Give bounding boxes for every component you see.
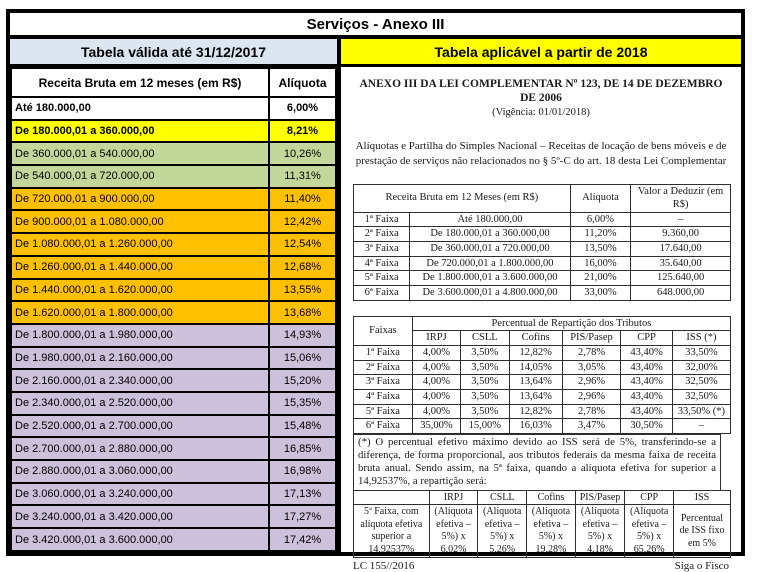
tributo-header-cell: CPP	[625, 491, 674, 505]
table-row	[11, 188, 336, 211]
table-cell: 12,82%	[509, 345, 562, 360]
tributo-header-cell: PIS/Pasep	[575, 491, 625, 505]
main-area	[10, 39, 741, 572]
table-row	[11, 460, 336, 483]
range-cell: De 3.240.000,01 a 3.420.000,00	[11, 505, 269, 528]
table-row	[354, 389, 731, 404]
rate-cell: 11,31%	[269, 165, 336, 188]
document-frame	[6, 9, 745, 572]
formula-cell: (Alíquota efetiva – 5%) x 19,28%	[527, 505, 576, 558]
header-row	[354, 491, 731, 505]
table-cell: 1ª Faixa	[354, 212, 410, 227]
tributo-header-cell: Cofins	[527, 491, 576, 505]
range-cell: Até 180.000,00	[11, 97, 269, 120]
formula-cell: (Alíquota efetiva – 5%) x 4,18%	[575, 505, 625, 558]
table-cell: 4,00%	[412, 404, 460, 419]
rate-cell: 12,68%	[269, 256, 336, 279]
range-cell: De 2.880.000,01 a 3.060.000,00	[11, 460, 269, 483]
table-cell: 1ª Faixa	[354, 345, 413, 360]
table-cell: 2,96%	[562, 375, 620, 390]
rate-cell: 15,20%	[269, 369, 336, 392]
rate-cell: 6,00%	[269, 97, 336, 120]
tributo-header-cell: CPP	[621, 331, 673, 346]
rate-cell: 13,55%	[269, 279, 336, 302]
rate-cell: 8,21%	[269, 120, 336, 143]
table-row	[11, 256, 336, 279]
table-cell: 13,50%	[570, 242, 631, 257]
range-cell: De 1.260.000,01 a 1.440.000,00	[11, 256, 269, 279]
table-cell: 3ª Faixa	[354, 375, 413, 390]
table-cell: 16,03%	[509, 419, 562, 434]
range-cell: De 1.080.000,01 a 1.260.000,00	[11, 233, 269, 256]
table-cell: 43,40%	[621, 360, 673, 375]
rate-cell: 10,26%	[269, 142, 336, 165]
table-cell: 13,64%	[509, 389, 562, 404]
table-cell: 30,50%	[621, 419, 673, 434]
table-cell: 3ª Faixa	[354, 242, 410, 257]
table-cell: 9.360,00	[631, 227, 731, 242]
range-cell: De 540.000,01 a 720.000,00	[11, 165, 269, 188]
formula-cell: (Alíquota efetiva – 5%) x 5,26%	[478, 505, 527, 558]
table-cell: 4,00%	[412, 360, 460, 375]
table-cell: 6ª Faixa	[354, 419, 413, 434]
table-row	[354, 419, 731, 434]
header-row	[11, 68, 336, 97]
formula-cell: (Alíquota efetiva – 5%) x 6,02%	[429, 505, 478, 558]
table-row	[11, 301, 336, 324]
tributo-header-cell: CSLL	[478, 491, 527, 505]
panel-2017	[10, 39, 341, 552]
aliquota-header: Alíquota	[570, 184, 631, 212]
table-cell: 43,40%	[621, 345, 673, 360]
range-cell: De 1.980.000,01 a 2.160.000,00	[11, 347, 269, 370]
table-cell: 12,82%	[509, 404, 562, 419]
table-cell: Até 180.000,00	[410, 212, 570, 227]
iss-footnote: (*) O percentual efetivo máximo devido ao ISS será de 5%, transferindo-se a diferença, de forma proporcional, aos tributos federais da mesma faixa de receita bruta anual. Sendo assim, na 5ª faixa, quando a alíquota efetiva for superior a 14,92537%, a repartição será:	[353, 434, 721, 491]
table-cell: 2ª Faixa	[354, 360, 413, 375]
table-cell: 4,00%	[412, 345, 460, 360]
table-cell: 3,50%	[461, 404, 509, 419]
table-row	[11, 483, 336, 506]
header-row	[354, 184, 731, 212]
range-cell: De 360.000,01 a 540.000,00	[11, 142, 269, 165]
table-row	[354, 375, 731, 390]
table-row	[354, 404, 731, 419]
footer-right-label: Siga o Fisco	[674, 560, 729, 572]
range-cell: De 2.700.000,01 a 2.880.000,00	[11, 437, 269, 460]
page-title: Serviços - Anexo III	[10, 13, 741, 39]
table-cell: 11,20%	[570, 227, 631, 242]
table-row	[11, 233, 336, 256]
table-cell: 16,00%	[570, 256, 631, 271]
rate-cell: 16,98%	[269, 460, 336, 483]
table-row	[11, 392, 336, 415]
table-cell: 43,40%	[621, 404, 673, 419]
rate-cell: 15,35%	[269, 392, 336, 415]
table-cell: 33,50% (*)	[672, 404, 730, 419]
table-row	[354, 505, 731, 558]
footer-left-label: LC 155//2016	[353, 560, 415, 572]
table-row	[354, 286, 731, 301]
deduzir-header: Valor a Deduzir (em R$)	[631, 184, 731, 212]
table-row	[354, 242, 731, 257]
table-row	[11, 528, 336, 551]
fifth-band-table	[353, 490, 731, 558]
table-cell: 2,78%	[562, 345, 620, 360]
table-cell: 5ª Faixa	[354, 271, 410, 286]
table-row	[11, 437, 336, 460]
table-row	[11, 505, 336, 528]
empty-corner-cell	[354, 491, 430, 505]
receita-group-header: Receita Bruta em 12 Meses (em R$)	[354, 184, 571, 212]
group-header-row	[354, 316, 731, 331]
tributo-header-cell: PIS/Pasep	[562, 331, 620, 346]
table-cell: 4ª Faixa	[354, 389, 413, 404]
table-row	[11, 369, 336, 392]
table-cell: 4,00%	[412, 389, 460, 404]
rate-cell: 13,68%	[269, 301, 336, 324]
table-row	[354, 256, 731, 271]
range-cell: De 2.340.000,01 a 2.520.000,00	[11, 392, 269, 415]
table-cell: 17.640,00	[631, 242, 731, 257]
table-cell: 13,64%	[509, 375, 562, 390]
table-row	[11, 279, 336, 302]
left-subtitle: Tabela válida até 31/12/2017	[10, 39, 337, 67]
table-cell: 5ª Faixa	[354, 404, 413, 419]
table-cell: 3,47%	[562, 419, 620, 434]
table-row	[354, 212, 731, 227]
reparticao-table	[353, 316, 731, 434]
table-cell: 32,50%	[672, 375, 730, 390]
range-cell: De 720.000,01 a 900.000,00	[11, 188, 269, 211]
table-cell: 32,00%	[672, 360, 730, 375]
aliquota-deduzir-table	[353, 184, 731, 301]
document-footer	[351, 558, 731, 572]
table-cell: 3,50%	[461, 360, 509, 375]
table-cell: De 3.600.000,01 a 4.800.000,00	[410, 286, 570, 301]
table-cell: 3,50%	[461, 375, 509, 390]
table-cell: –	[672, 419, 730, 434]
table-cell: 6,00%	[570, 212, 631, 227]
range-cell: De 180.000,01 a 360.000,00	[11, 120, 269, 143]
table-cell: 4,00%	[412, 375, 460, 390]
table-cell: 43,40%	[621, 375, 673, 390]
table-row	[11, 97, 336, 120]
row-label-cell: 5ª Faixa, com alíquota efetiva superior a 14,92537%	[354, 505, 430, 558]
table-row	[11, 165, 336, 188]
table-cell: De 180.000,01 a 360.000,00	[410, 227, 570, 242]
rate-cell: 12,42%	[269, 210, 336, 233]
table-cell: 648.000,00	[631, 286, 731, 301]
col-header-aliquota: Alíquota	[269, 68, 336, 97]
rate-cell: 12,54%	[269, 233, 336, 256]
tributo-header-cell: ISS (*)	[672, 331, 730, 346]
rate-cell: 16,85%	[269, 437, 336, 460]
range-cell: De 3.060.000,01 a 3.240.000,00	[11, 483, 269, 506]
range-cell: De 1.440.000,01 a 1.620.000,00	[11, 279, 269, 302]
tributo-header-cell: ISS	[673, 491, 730, 505]
tributo-header-cell: CSLL	[461, 331, 509, 346]
table-cell: 14,05%	[509, 360, 562, 375]
vigencia-line: (Vigência: 01/01/2018)	[492, 106, 590, 118]
range-cell: De 1.800.000,01 a 1.980.000,00	[11, 324, 269, 347]
faixas-header: Faixas	[354, 316, 413, 345]
table-cell: 3,50%	[461, 345, 509, 360]
table-row	[354, 271, 731, 286]
table-cell: 2,96%	[562, 389, 620, 404]
document-content	[341, 67, 741, 572]
rate-cell: 15,48%	[269, 415, 336, 438]
formula-cell: Percentual de ISS fixo em 5%	[673, 505, 730, 558]
table-cell: 4ª Faixa	[354, 256, 410, 271]
table-row	[11, 210, 336, 233]
table-cell: 33,50%	[672, 345, 730, 360]
table-cell: 6ª Faixa	[354, 286, 410, 301]
formula-cell: (Alíquota efetiva – 5%) x 65,26%	[625, 505, 674, 558]
table-cell: 2ª Faixa	[354, 227, 410, 242]
table-row	[11, 415, 336, 438]
range-cell: De 2.160.000,01 a 2.340.000,00	[11, 369, 269, 392]
tributo-header-cell: Cofins	[509, 331, 562, 346]
table-cell: –	[631, 212, 731, 227]
table-cell: De 360.000,01 a 720.000,00	[410, 242, 570, 257]
panel-2018	[341, 39, 741, 572]
table-cell: 35.640,00	[631, 256, 731, 271]
table-cell: 32,50%	[672, 389, 730, 404]
table-cell: 21,00%	[570, 271, 631, 286]
right-subtitle: Tabela aplicável a partir de 2018	[341, 39, 741, 67]
table-cell: De 720.000,01 a 1.800.000,00	[410, 256, 570, 271]
table-cell: 43,40%	[621, 389, 673, 404]
table-cell: 3,50%	[461, 389, 509, 404]
rate-cell: 14,93%	[269, 324, 336, 347]
reparticao-group-header: Percentual de Repartição dos Tributos	[412, 316, 730, 331]
range-cell: De 1.620.000,01 a 1.800.000,00	[11, 301, 269, 324]
table-cell: 33,00%	[570, 286, 631, 301]
table-row	[354, 360, 731, 375]
table-cell: 125.640,00	[631, 271, 731, 286]
rate-table-2017	[10, 67, 337, 552]
range-cell: De 2.520.000,01 a 2.700.000,00	[11, 415, 269, 438]
table-cell: 2,78%	[562, 404, 620, 419]
range-cell: De 3.420.000,01 a 3.600.000,00	[11, 528, 269, 551]
table-row	[354, 227, 731, 242]
anexo-heading: ANEXO III DA LEI COMPLEMENTAR Nº 123, DE 14 DE DEZEMBRO DE 2006	[359, 78, 723, 105]
rate-cell: 17,42%	[269, 528, 336, 551]
intro-paragraph: Alíquotas e Partilha do Simples Nacional – Receitas de locação de bens móveis e de prestação de serviços não relacionados no § 5º-C do art. 18 desta Lei Complementar	[355, 139, 727, 168]
rate-cell: 17,13%	[269, 483, 336, 506]
table-cell: 3,05%	[562, 360, 620, 375]
table-row	[11, 142, 336, 165]
table-cell: 35,00%	[412, 419, 460, 434]
table-row	[11, 347, 336, 370]
tributo-header-cell: IRPJ	[429, 491, 478, 505]
range-cell: De 900.000,01 a 1.080.000,00	[11, 210, 269, 233]
table-row	[11, 120, 336, 143]
tributo-header-cell: IRPJ	[412, 331, 460, 346]
col-header-receita: Receita Bruta em 12 meses (em R$)	[11, 68, 269, 97]
table-cell: 15,00%	[461, 419, 509, 434]
table-row	[11, 324, 336, 347]
rate-cell: 11,40%	[269, 188, 336, 211]
table-row	[354, 345, 731, 360]
rate-cell: 15,06%	[269, 347, 336, 370]
table-cell: De 1.800.000,01 a 3.600.000,00	[410, 271, 570, 286]
rate-cell: 17,27%	[269, 505, 336, 528]
